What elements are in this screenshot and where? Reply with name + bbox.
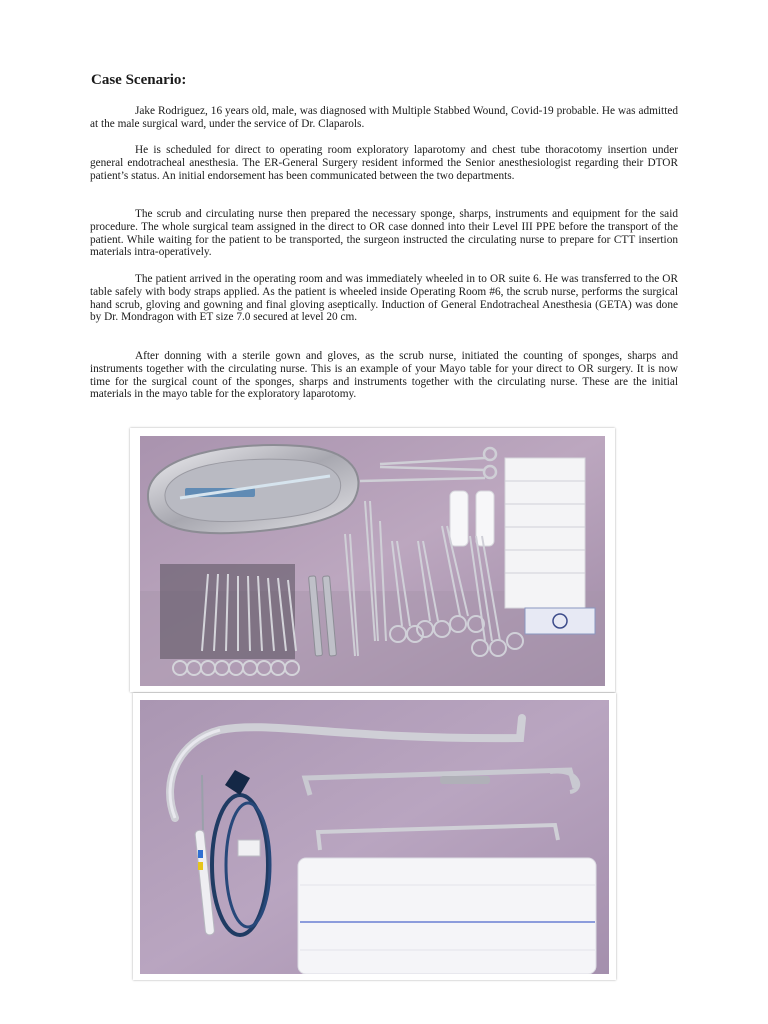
paragraph-schedule: He is scheduled for direct to operating room exploratory laparotomy and chest tube thoracotomy insertion under general endotracheal anesthesia. The ER-General Surgery resident informed the Senior anesthesiologist regarding their DTOR patient’s status. An initial endorsement has been communicated between the two departments. (90, 144, 678, 182)
mayo-table-photo-frame (130, 428, 615, 692)
paragraph-patient-arrival: The patient arrived in the operating room and was immediately wheeled in to OR suite 6. He was transferred to the OR table safely with body straps applied. As the patient is wheeled inside Operating Room #6, the scrub nurse, performs the surgical hand scrub, gloving and gowning and final gloving aseptically. Induction of General Endotracheal Anesthesia (GETA) was done by Dr. Mondragon with ET size 7.0 secured at level 20 cm. (90, 273, 678, 324)
paragraph-patient-info: Jake Rodriguez, 16 years old, male, was diagnosed with Multiple Stabbed Wound, Covid-19 probable. He was admitted at the male surgical ward, under the service of Dr. Claparols. (90, 105, 678, 130)
retractors-photo-frame (133, 693, 616, 980)
paragraph-preparation: The scrub and circulating nurse then prepared the necessary sponge, sharps, instruments and equipment for the said procedure. The whole surgical team assigned in the direct to OR case donned into their Level III PPE before the transport of the patient. While waiting for the patient to be transported, the surgeon instructed the circulating nurse to prepare for CTT insertion materials intra-operatively. (90, 208, 678, 259)
mayo-table-instruments-photo (140, 436, 605, 686)
laparotomy-pads (298, 858, 596, 974)
case-scenario-heading: Case Scenario: (91, 72, 187, 88)
retractors-cautery-photo (140, 700, 609, 974)
paragraph-surgical-count: After donning with a sterile gown and gloves, as the scrub nurse, initiated the counting of sponges, sharps and instruments together with the circulating nurse. This is an example of your Mayo table for your direct to OR surgery. It is now time for the surgical count of the sponges, sharps and instruments together with the circulating nurse. These are the initial materials in the mayo table for the exploratory laparotomy. (90, 350, 678, 401)
suture-pack (525, 608, 595, 634)
